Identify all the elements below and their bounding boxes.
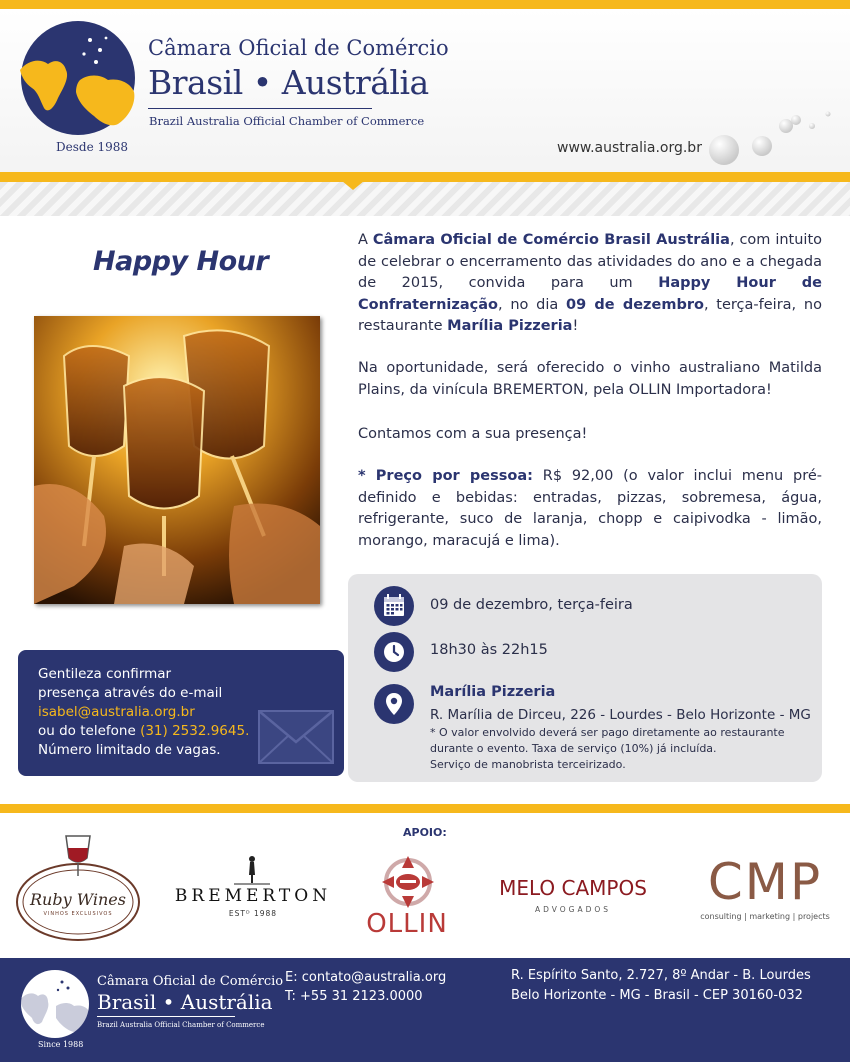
- rsvp-line4: [38, 723, 249, 739]
- clock-icon-circle: [374, 632, 414, 672]
- bremerton-name: BREMERTON: [174, 886, 332, 906]
- since-label: Desde 1988: [56, 140, 129, 154]
- intro-date: 09 de dezembro: [566, 296, 704, 313]
- intro-text-2: , com intuito de celebrar o encerramento das atividades do ano e a chegada de 2015, convida para um: [358, 232, 822, 291]
- location-pin-icon: [374, 684, 414, 724]
- wine-toast-photo: [34, 316, 320, 604]
- intro-text-5: !: [572, 318, 579, 334]
- apoio-label: APOIO:: [403, 826, 447, 839]
- intro-event-name: Happy Hour de Confraternização: [358, 275, 823, 313]
- ruby-wines-logo-icon: [14, 832, 142, 944]
- intro-text-3: , no dia: [497, 296, 567, 313]
- price-paragraph: [358, 466, 822, 552]
- ollin-name: OLLIN: [366, 909, 448, 939]
- closing-paragraph: Contamos com a sua presença!: [358, 426, 588, 442]
- ruby-wines-sub: VINHOS EXCLUSIVOS: [43, 911, 113, 917]
- rsvp-phone-prefix: ou do telefone: [38, 723, 141, 739]
- chamber-logo-globe-icon: [18, 18, 138, 138]
- rsvp-email-link[interactable]: isabel@australia.org.br: [38, 704, 195, 720]
- ruby-wines-name: Ruby Wines: [30, 890, 126, 909]
- footer-org-name-line2: Brasil • Austrália: [97, 990, 273, 1014]
- event-title: Happy Hour: [93, 246, 269, 277]
- footer-org-name-line1: Câmara Oficial de Comércio: [97, 974, 284, 989]
- cmp-sub: consulting | marketing | projects: [700, 912, 830, 921]
- footer-since: Since 1988: [38, 1040, 84, 1049]
- footer-address1: R. Espírito Santo, 2.727, 8º Andar - B. Lourdes: [511, 968, 811, 983]
- intro-text-4: , terça-feira, no restaurante: [358, 296, 822, 334]
- rsvp-phone[interactable]: (31) 2532.9645.: [140, 723, 250, 739]
- location-icon-circle: [374, 684, 414, 724]
- org-name-line2: Brasil • Austrália: [148, 63, 429, 102]
- footer-address2: Belo Horizonte - MG - Brasil - CEP 30160-032: [511, 988, 803, 1003]
- info-date: 09 de dezembro, terça-feira: [430, 597, 633, 613]
- website-link[interactable]: www.australia.org.br: [557, 140, 702, 156]
- org-name-english: Brazil Australia Official Chamber of Commerce: [149, 114, 425, 128]
- info-note3: Serviço de manobrista terceirizado.: [430, 758, 626, 771]
- clock-icon: [374, 632, 414, 672]
- calendar-icon-circle: [374, 586, 414, 626]
- footer-logo-globe-icon: [16, 968, 94, 1040]
- intro-paragraph: [358, 230, 822, 338]
- footer-email-link[interactable]: E: contato@australia.org: [285, 970, 447, 985]
- top-yellow-bar: [0, 0, 850, 9]
- rsvp-box: [18, 650, 344, 776]
- intro-text-1: A: [358, 232, 373, 248]
- calendar-icon: [374, 586, 414, 626]
- sponsors-yellow-bar: [0, 804, 850, 813]
- yellow-notch: [342, 181, 364, 190]
- header-yellow-bar: [0, 172, 850, 182]
- event-info-box: [348, 574, 822, 782]
- wine-glasses-image-icon: [34, 316, 320, 604]
- footer-phone: T: +55 31 2123.0000: [285, 989, 423, 1004]
- melo-campos-sub: ADVOGADOS: [534, 905, 612, 914]
- info-note1: * O valor envolvido deverá ser pago diretamente ao restaurante: [430, 726, 785, 739]
- intro-org-name: Câmara Oficial de Comércio Brasil Austrália: [372, 232, 730, 248]
- info-note2: durante o evento. Taxa de serviço (10%) já incluída.: [430, 742, 717, 755]
- rsvp-line1: Gentileza confirmar: [38, 666, 172, 682]
- bremerton-sub: ESTᴰ 1988: [228, 909, 278, 918]
- org-name-line1: Câmara Oficial de Comércio: [148, 36, 449, 60]
- intro-restaurant: Marília Pizzeria: [447, 318, 573, 334]
- org-name-divider: [148, 108, 372, 109]
- price-label: * Preço por pessoa:: [358, 468, 533, 484]
- info-venue-name: Marília Pizzeria: [430, 684, 556, 700]
- footer-org-divider: [97, 1016, 235, 1017]
- rsvp-line2: presença através do e-mail: [38, 685, 223, 701]
- striped-band: [0, 182, 850, 216]
- cmp-name: CMP: [707, 853, 823, 911]
- melo-campos-name: MELO CAMPOS: [499, 876, 647, 900]
- price-text: R$ 92,00 (o valor inclui menu pré-definido e bebidas: entradas, pizzas, sobremesa, água, refrigerante, suco de laranja, chopp e caipivodka - limão, morango, maracujá e lima).: [358, 468, 822, 549]
- footer-org-name-english: Brazil Australia Official Chamber of Commerce: [97, 1021, 265, 1029]
- wine-paragraph: Na oportunidade, será oferecido o vinho australiano Matilda Plains, da vinícula BREMERTON, pela OLLIN Importadora!: [358, 360, 822, 398]
- pearls-decoration-icon: [700, 100, 850, 170]
- envelope-icon: [258, 710, 334, 764]
- rsvp-line5: Número limitado de vagas.: [38, 742, 221, 758]
- bremerton-figure-icon: [232, 855, 272, 887]
- info-address: R. Marília de Dirceu, 226 - Lourdes - Belo Horizonte - MG: [430, 707, 811, 723]
- info-time: 18h30 às 22h15: [430, 642, 548, 658]
